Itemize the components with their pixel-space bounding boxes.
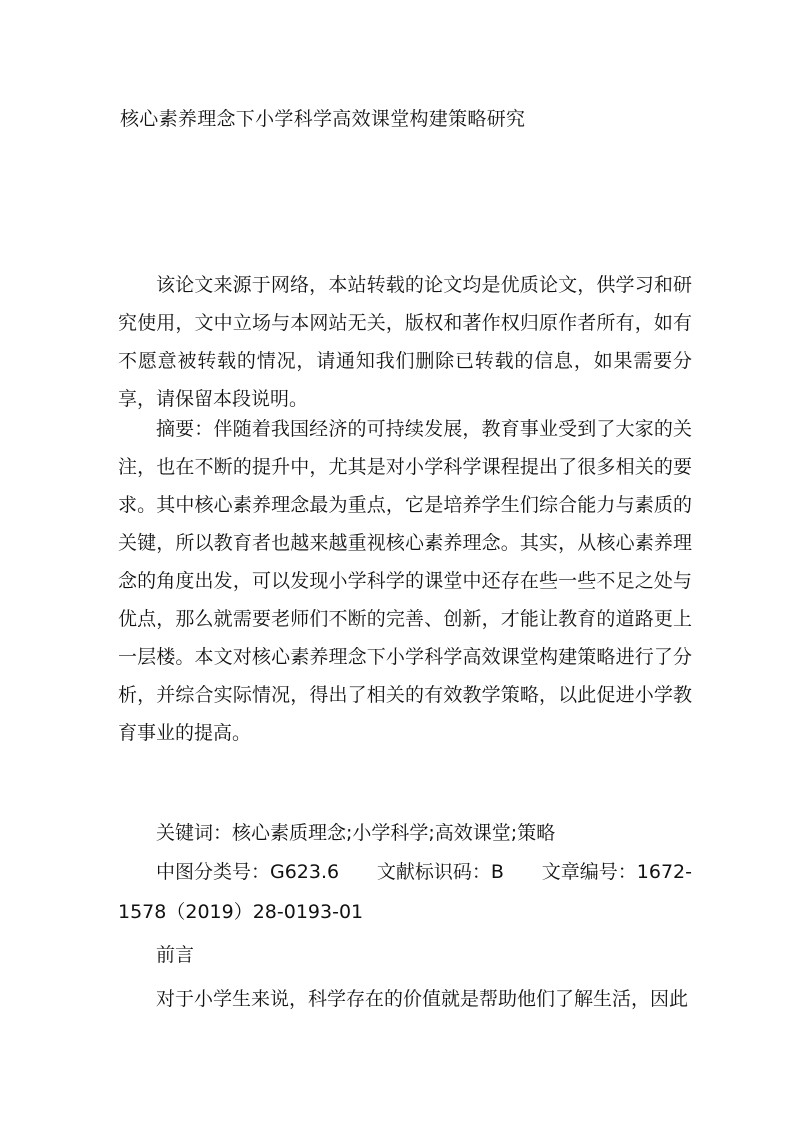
preface-heading: 前言 [156, 944, 195, 966]
document-title: 核心素养理念下小学科学高效课堂构建策略研究 [120, 108, 526, 130]
intro-text: 对于小学生来说，科学存在的价值就是帮助他们了解生活，因此 [156, 988, 689, 1010]
article-number-end: 1578（2019）28-0193-01 [118, 901, 364, 923]
abstract-paragraph [118, 410, 692, 752]
classification-row [118, 852, 692, 892]
classification-block [118, 852, 692, 932]
notice-text: 该论文来源于网络，本站转载的论文均是优质论文，供学习和研究使用，文中立场与本网站无关，版权和著作权归原作者所有，如有不愿意被转载的情况，请通知我们删除已转载的信息，如果需要分享，请保留本段说明。 [118, 274, 692, 410]
clc-number: 中图分类号：G623.6 [156, 861, 340, 883]
article-number-start: 文章编号：1672- [541, 861, 692, 883]
keywords-line: 关键词：核心素质理念;小学科学;高效课堂;策略 [156, 822, 556, 844]
document-code: 文献标识码：B [376, 861, 504, 883]
abstract-text: 摘要：伴随着我国经济的可持续发展，教育事业受到了大家的关注，也在不断的提升中，尤其是对小学科学课程提出了很多相关的要求。其中核心素养理念最为重点，它是培养学生们综合能力与素质的关键，所以教育者也越来越重视核心素养理念。其实，从核心素养理念的角度出发，可以发现小学科学的课堂中还存在些一些不足之处与优点，那么就需要老师们不断的完善、创新，才能让教育的道路更上一层楼。本文对核心素养理念下小学科学高效课堂构建策略进行了分析，并综合实际情况，得出了相关的有效教学策略，以此促进小学教育事业的提高。 [118, 418, 692, 744]
notice-paragraph [118, 266, 692, 418]
intro-paragraph [118, 980, 692, 1018]
